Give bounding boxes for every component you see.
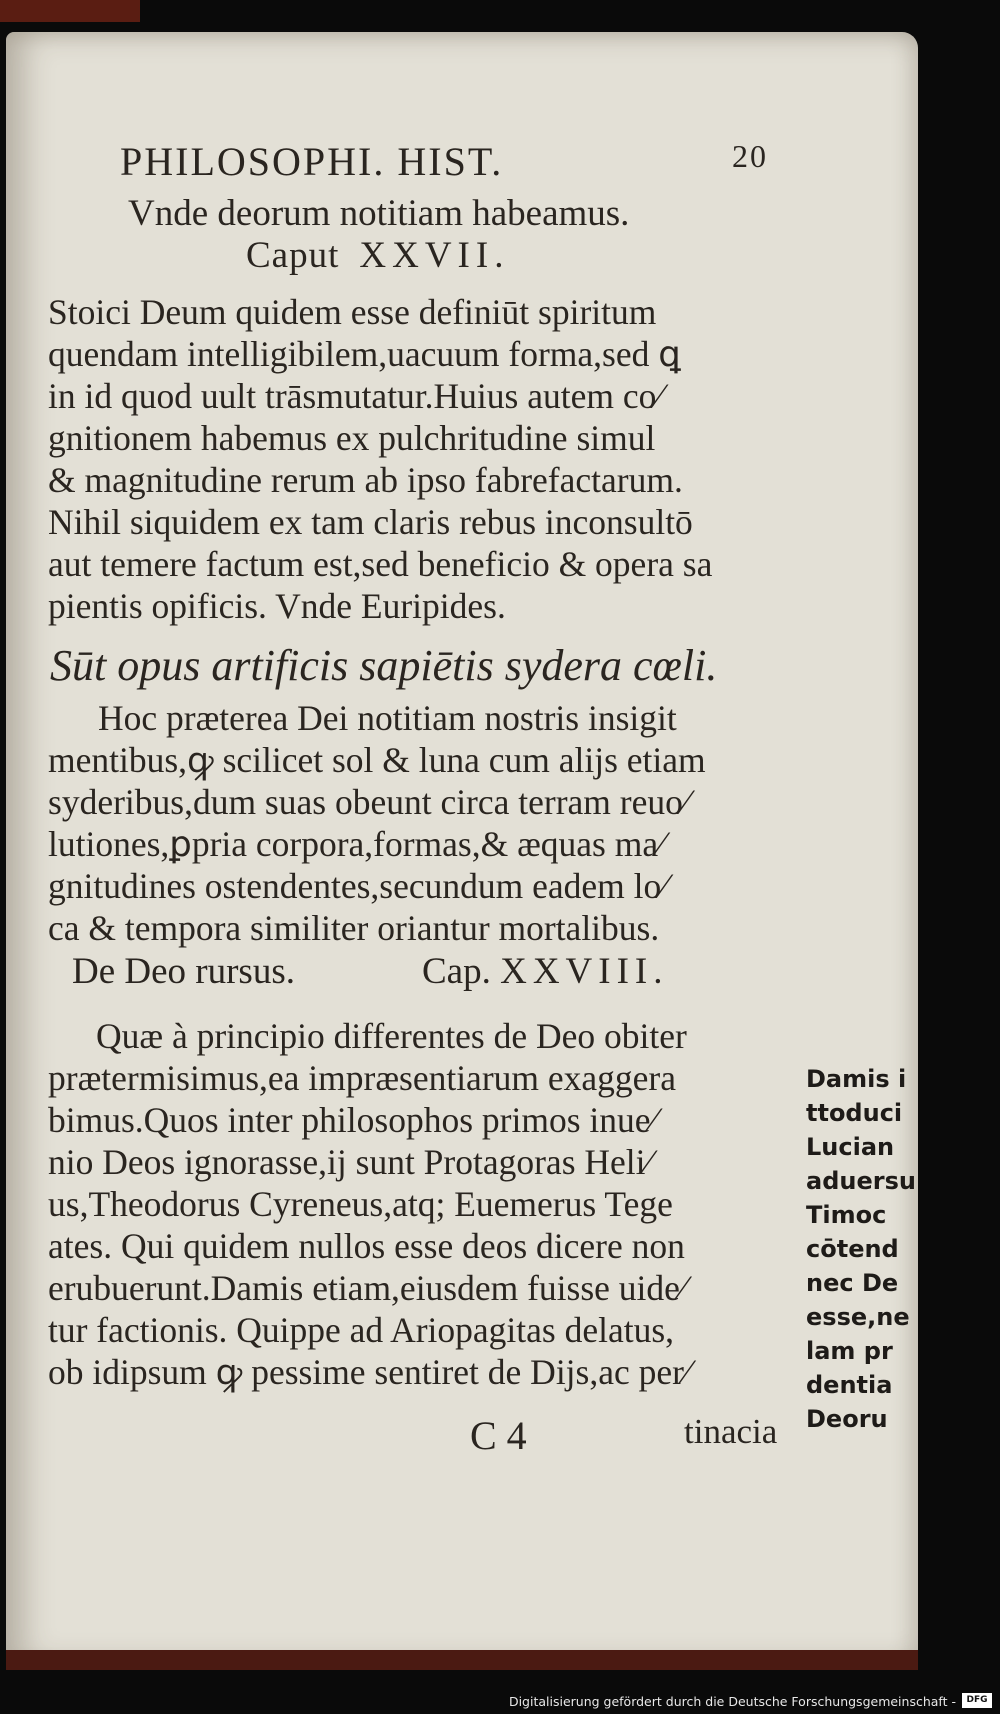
footer-bar (0, 1688, 1000, 1714)
marginal-note-line: esse,ne (806, 1303, 910, 1331)
marginal-note-line: Damis i (806, 1065, 907, 1093)
page-number: 20 (732, 138, 768, 174)
paragraph-line: ob idipsum ꝙ pessime sentiret de Dijs,ac per⁄ (48, 1352, 690, 1392)
chapter-27-title: Vnde deorum notitiam habeamus. (128, 193, 630, 234)
paragraph-line: syderibus,dum suas obeunt circa terram reuo⁄ (48, 782, 689, 822)
paragraph-line: ates. Qui quidem nullos esse deos dicere non (48, 1226, 685, 1266)
marginal-note-line: ttoduci (806, 1099, 903, 1127)
paragraph-line: us,Theodorus Cyreneus,atq; Euemerus Tege (48, 1184, 673, 1224)
paragraph-line: gnitudines ostendentes,secundum eadem lo⁄ (48, 866, 668, 906)
marginal-note-line: nec De (806, 1269, 899, 1297)
paragraph-line: Stoici Deum quidem esse definiūt spiritum (48, 292, 657, 332)
paragraph-line: aut temere factum est,sed beneficio & opera sa (48, 544, 713, 584)
paragraph-line: nio Deos ignorasse,ij sunt Protagoras Heli⁄ (48, 1142, 652, 1182)
caput-label: Caput (246, 235, 340, 276)
chapter-28-title: De Deo rursus. (72, 951, 295, 992)
chapter-28-caput (422, 950, 668, 993)
paragraph-line: prætermisimus,ea impræsentiarum exaggera (48, 1058, 676, 1098)
signature-mark: C 4 (470, 1413, 527, 1458)
marginal-note-line: aduersu (806, 1167, 916, 1195)
funding-credit: Digitalisierung gefördert durch die Deutsche Forschungsgemeinschaft - (508, 1694, 956, 1709)
cap-number: XXVIII. (500, 951, 669, 992)
euripides-quote: Sūt opus artificis sapiētis sydera cœli. (50, 641, 718, 690)
paragraph-line: Quæ à principio differentes de Deo obiter (96, 1016, 687, 1056)
paragraph-line: & magnitudine rerum ab ipso fabrefactarum. (48, 460, 683, 500)
paragraph-line: in id quod uult trāsmutatur.Huius autem co⁄ (48, 376, 663, 416)
marginal-note (806, 1062, 916, 1436)
paragraph-line: mentibus,ꝙ scilicet sol & luna cum alijs etiam (48, 740, 706, 780)
binding-bottom-edge (6, 1650, 918, 1670)
binding-top-edge (0, 0, 140, 22)
paragraph-line: tur factionis. Quippe ad Ariopagitas delatus, (48, 1310, 675, 1350)
chapter-28-heading (72, 950, 832, 993)
running-title: PHILOSOPHI. HIST. (120, 139, 504, 184)
paragraph-line: ca & tempora similiter oriantur mortalibus. (48, 908, 660, 948)
chapter-27-caput (246, 234, 1000, 277)
marginal-note-line: cōtend (806, 1235, 899, 1263)
paragraph-line: Nihil siquidem ex tam claris rebus inconsultō (48, 502, 693, 542)
dfg-logo-icon: DFG (962, 1693, 992, 1708)
caput-number: XXVII. (359, 235, 510, 276)
paragraph-line: quendam intelligibilem,uacuum forma,sed ꝗ (48, 334, 681, 374)
marginal-note-line: dentia (806, 1371, 893, 1399)
marginal-note-line: Deoru (806, 1405, 888, 1433)
paragraph-line: pientis opificis. Vnde Euripides. (48, 586, 506, 626)
cap-label: Cap. (422, 951, 491, 992)
marginal-note-line: Lucian (806, 1133, 895, 1161)
paragraph-line: lutiones,ꝑpria corpora,formas,& æquas ma⁄ (48, 824, 665, 864)
paragraph-line: Hoc præterea Dei notitiam nostris insigit (98, 698, 677, 738)
paragraph-line: erubuerunt.Damis etiam,eiusdem fuisse uide⁄ (48, 1268, 686, 1308)
marginal-note-line: Timoc (806, 1201, 887, 1229)
marginal-note-line: lam pr (806, 1337, 893, 1365)
paragraph-line: bimus.Quos inter philosophos primos inue⁄ (48, 1100, 657, 1140)
paragraph-line: gnitionem habemus ex pulchritudine simul (48, 418, 656, 458)
catchword: tinacia (684, 1412, 778, 1451)
